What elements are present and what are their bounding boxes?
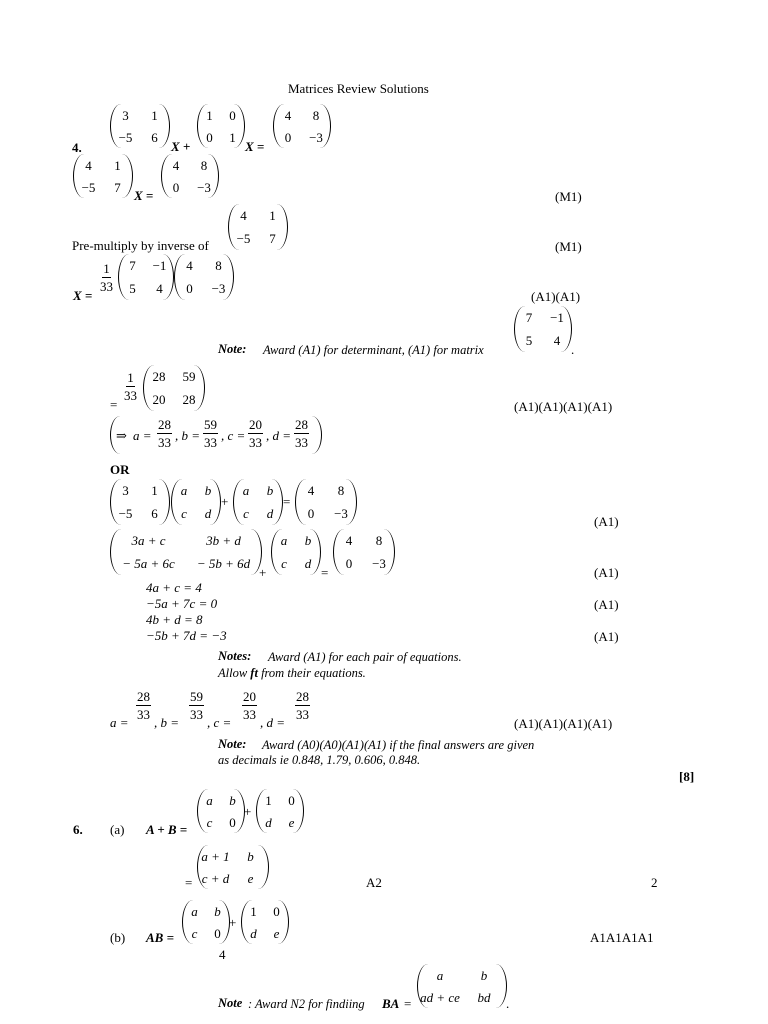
premultiply-text: Pre-multiply by inverse of xyxy=(72,238,209,253)
mark-a1x4: (A1)(A1)(A1)(A1) xyxy=(514,716,613,731)
value-b-label: , b = xyxy=(175,428,201,443)
fraction: $\frac{28}{33}$ xyxy=(158,417,171,450)
value-a-label: a = xyxy=(133,428,152,443)
equation: 4a + c = 4 xyxy=(146,580,202,595)
x-equals-label: X = xyxy=(73,288,93,303)
value-c-label: , c = xyxy=(221,428,246,443)
note-line2: as decimals ie 0.848, 1.79, 0.606, 0.848. xyxy=(218,753,421,767)
mark-a1: (A1) xyxy=(594,565,619,580)
final-d-label: , d = xyxy=(260,715,286,730)
fraction: $\frac{59}{33}$ xyxy=(204,417,217,450)
note-end: . xyxy=(506,996,510,1011)
matrix: 4 8 0 −3 xyxy=(333,529,395,575)
x-plus-label: X + xyxy=(171,139,191,154)
note-line1: Award (A0)(A0)(A1)(A1) if the final answers are given xyxy=(262,738,535,752)
part-a-label: (a) xyxy=(110,822,125,837)
part-a-score: 2 xyxy=(651,875,658,890)
page-title: Matrices Review Solutions xyxy=(288,81,429,96)
plus-sign: + xyxy=(229,915,237,930)
equals-sign: = xyxy=(185,875,193,890)
fraction: $\frac{59}{33}$ xyxy=(190,689,203,722)
or-label: OR xyxy=(110,462,130,477)
notes-label: Notes: xyxy=(218,649,252,663)
matrix: 4 8 0 −3 xyxy=(174,254,234,300)
mark-m1: (M1) xyxy=(555,239,582,254)
matrix-a: a b c 0 xyxy=(182,900,230,944)
question-number-4: 4. xyxy=(72,140,82,155)
identity-matrix: 1 0 0 1 xyxy=(197,104,245,148)
plus-sign: + xyxy=(221,494,229,509)
matrix: 4 1 −5 7 xyxy=(73,154,133,198)
note-label: Note xyxy=(218,996,243,1010)
question-number-6: 6. xyxy=(73,822,83,837)
matrix-abcd: a b c d xyxy=(233,479,283,525)
final-c-label: , c = xyxy=(207,715,232,730)
x-equals-label: X = xyxy=(245,139,265,154)
equation: 4b + d = 8 xyxy=(146,612,203,627)
value-d-label: , d = xyxy=(266,428,292,443)
equals-sign: = xyxy=(321,565,329,580)
mark-a1: (A1) xyxy=(594,514,619,529)
final-b-label: , b = xyxy=(154,715,180,730)
part-b-label: (b) xyxy=(110,930,126,945)
ba-matrix: a b ad + ce bd xyxy=(417,964,507,1008)
equals-sign: = xyxy=(110,397,118,412)
matrix: 3 1 −5 6 xyxy=(110,479,170,525)
matrix: 4 1 −5 7 xyxy=(228,204,288,250)
equation: −5a + 7c = 0 xyxy=(146,596,218,611)
ba-label: BA xyxy=(382,996,400,1011)
fraction: $\frac{28}{33}$ xyxy=(295,417,308,450)
plus-sign: + xyxy=(259,565,267,580)
note-text: : Award N2 for findiing xyxy=(248,997,365,1011)
equals-sign: = xyxy=(404,996,412,1011)
note-end: . xyxy=(571,342,575,357)
fraction: $\frac{20}{33}$ xyxy=(249,417,262,450)
matrix-abcd: a b c d xyxy=(271,529,321,575)
mark-a2: A2 xyxy=(366,875,382,890)
fraction: $\frac{1}{33}$ xyxy=(100,261,113,294)
result-matrix: 28 59 20 28 xyxy=(143,365,205,411)
final-a-label: a = xyxy=(110,715,129,730)
matrix-a: a b c 0 xyxy=(197,789,245,833)
total-marks: [8] xyxy=(679,769,695,784)
x-equals-label: X = xyxy=(134,188,154,203)
mark-a1a1: (A1)(A1) xyxy=(531,289,581,304)
fraction: $\frac{28}{33}$ xyxy=(137,689,150,722)
notes-line2: Allow ft from their equations. xyxy=(218,666,366,680)
ab-label: AB = xyxy=(146,930,174,945)
matrix: 4 8 0 −3 xyxy=(295,479,357,525)
note-label: Note: xyxy=(218,342,247,356)
note-text: Award (A1) for determinant, (A1) for matrix xyxy=(263,343,484,357)
equation: −5b + 7d = −3 xyxy=(146,628,227,643)
note-label: Note: xyxy=(218,737,247,751)
equals-sign: = xyxy=(283,494,291,509)
implies-arrow: ⇒ xyxy=(116,428,127,443)
matrix: 4 8 0 −3 xyxy=(273,104,331,148)
matrix: 3 1 −5 6 xyxy=(110,104,170,148)
matrix: 7 −1 5 4 xyxy=(514,306,572,352)
matrix-b: 1 0 d e xyxy=(256,789,304,833)
plus-sign: + xyxy=(244,804,252,819)
a-plus-b-label: A + B = xyxy=(146,822,188,837)
notes-line1: Award (A1) for each pair of equations. xyxy=(268,650,462,664)
matrix-b: 1 0 d e xyxy=(241,900,289,944)
fraction: $\frac{28}{33}$ xyxy=(296,689,309,722)
matrix: 4 8 0 −3 xyxy=(161,154,219,198)
fraction: $\frac{1}{33}$ xyxy=(124,370,137,403)
inverse-matrix: 7 −1 5 4 xyxy=(118,254,174,300)
fraction: $\frac{20}{33}$ xyxy=(243,689,256,722)
mark-a1: (A1) xyxy=(594,629,619,644)
mark-a1: (A1) xyxy=(594,597,619,612)
mark-a1x4: (A1)(A1)(A1)(A1) xyxy=(514,399,613,414)
matrix-abcd: a b c d xyxy=(171,479,221,525)
product-matrix: 3a + c 3b + d − 5a + 6c − 5b + 6d xyxy=(110,529,262,575)
part-b-score: 4 xyxy=(219,947,226,962)
mark-m1: (M1) xyxy=(555,189,582,204)
sum-matrix: a + 1 b c + d e xyxy=(197,845,269,889)
mark-a1x4: A1A1A1A1 xyxy=(590,930,654,945)
